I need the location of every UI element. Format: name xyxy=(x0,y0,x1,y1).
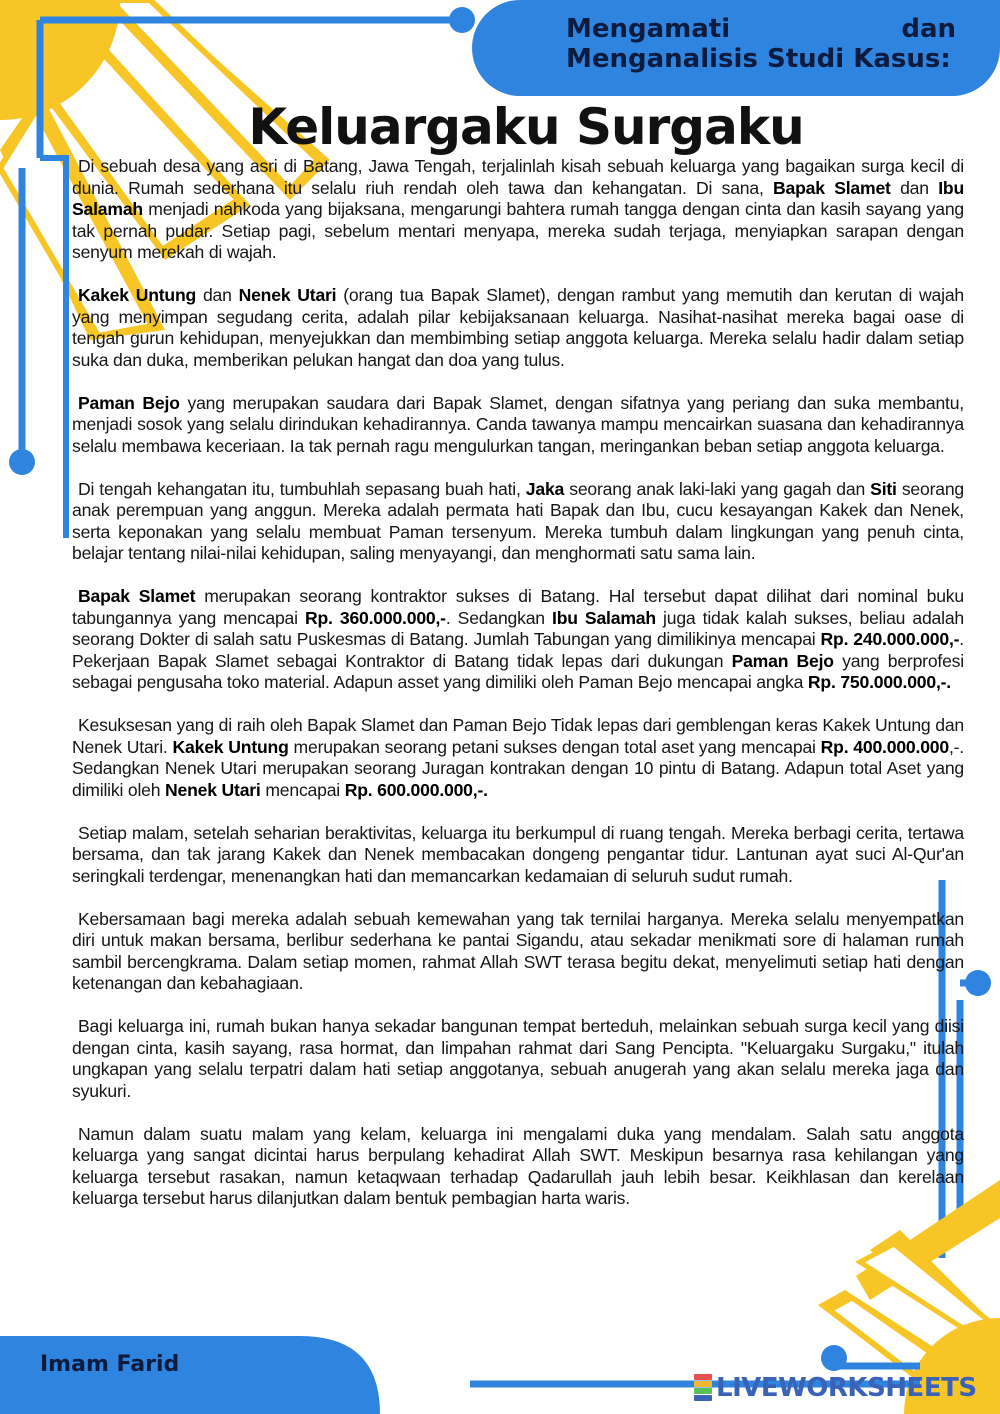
bold-text: Ibu Salamah xyxy=(552,607,656,628)
header-title-word-2: dan xyxy=(901,14,956,44)
text-run: merupakan seorang kontraktor sukses di Batang. Hal tersebut dapat dilihat dari nominal buku tabungannya yang mencapai xyxy=(72,586,964,628)
bold-text: Paman Bejo xyxy=(731,650,834,671)
liveworksheets-brand[interactable] xyxy=(694,1372,977,1404)
text-run: seorang anak perempuan yang anggun. Mereka adalah permata hati Bapak dan Ibu, cucu kesayangan Kakek dan Nenek, serta keponakan yang selalu membuat Paman tersenyum. Mereka tumbuh dalam lingkungan yang penuh cinta, belajar tentang nilai-nilai kehidupan, saling menyayangi, dan menghormati satu sama lain. xyxy=(72,478,964,563)
story-paragraph xyxy=(72,909,964,995)
bold-text: Bapak Slamet xyxy=(78,586,196,606)
bold-text: Rp. 360.000.000,- xyxy=(304,607,446,628)
text-run: yang berprofesi sebagai pengusaha toko material. Adapun asset yang dimiliki oleh Paman Bejo mencapai angka xyxy=(72,650,964,692)
bold-text: Kakek Untung xyxy=(78,285,197,305)
text-run: dan xyxy=(890,177,939,198)
bold-text: Jaka xyxy=(525,478,565,499)
logo-stripe xyxy=(694,1374,712,1380)
bold-text: Rp. 240.000.000,- xyxy=(820,629,960,649)
text-run: Kesuksesan yang di raih oleh Bapak Slamet dan Paman Bejo Tidak lepas dari gemblengan keras Kakek Untung dan Nenek Utari. xyxy=(72,715,964,757)
text-run: (orang tua Bapak Slamet), dengan rambut yang memutih dan kerutan di wajah yang menyimpan segudang cerita, adalah pilar kebijaksanaan keluarga. Nasihat-nasihat mereka bagai oase di tengah gurun kehidupan, menyejukkan dan membimbing setiap anggota keluarga. Mereka selalu hadir dalam setiap suka dan duka, memberikan pelukan hangat dan doa yang tulus. xyxy=(72,285,964,370)
text-run: merupakan seorang petani sukses dengan total aset yang mencapai xyxy=(288,736,821,757)
text-run: mencapai xyxy=(260,779,345,800)
bold-text: Ibu Salamah xyxy=(72,177,964,219)
text-run: menjadi nahkoda yang bijaksana, mengarungi bahtera rumah tangga dengan cinta dan kasih sayang yang tak pernah pudar. Setiap pagi, sebelum mentari menyapa, mereka sudah terjaga, menyiapkan sarapan dengan senyum merekah di wajah. xyxy=(72,199,964,262)
logo-stripe xyxy=(694,1395,712,1401)
header-title-word-1: Mengamati xyxy=(566,14,731,44)
story-paragraph xyxy=(72,823,964,888)
bold-text: Rp. 400.000.000 xyxy=(820,736,949,757)
story-paragraph xyxy=(72,586,964,694)
story-paragraph xyxy=(72,1016,964,1102)
bold-text: Paman Bejo xyxy=(78,392,180,413)
story-paragraph xyxy=(72,156,964,264)
story-paragraph xyxy=(72,715,964,801)
text-run: seorang anak laki-laki yang gagah dan xyxy=(564,478,871,499)
text-run: Kebersamaan bagi mereka adalah sebuah kemewahan yang tak ternilai harganya. Mereka selalu menyempatkan diri untuk makan bersama, berlibur sederhana ke pantai Sigandu, atau sekadar menikmati sore di halaman rumah sambil bercengkrama. Dalam setiap momen, rahmat Allah SWT terasa begitu dekat, menyelimuti setiap hati dengan ketenangan dan kebahagiaan. xyxy=(72,908,964,993)
text-run: dan xyxy=(196,285,239,305)
logo-stripe xyxy=(694,1381,712,1387)
text-run: Di sebuah desa yang asri di Batang, Jawa Tengah, terjalinlah kisah sebuah keluarga yang bagaikan surga kecil di dunia. Rumah sederhana itu selalu riuh rendah oleh tawa dan kehangatan. Di sana, xyxy=(72,156,964,198)
story-content xyxy=(72,156,964,1231)
bold-text: Rp. 600.000.000,-. xyxy=(344,779,488,800)
story-paragraph xyxy=(72,479,964,565)
text-run: juga tidak kalah sukses, beliau adalah seorang Dokter di salah satu Puskesmas di Batang. Jumlah Tabungan yang dimilikinya mencapai xyxy=(72,607,964,649)
text-run: Namun dalam suatu malam yang kelam, keluarga ini mengalami duka yang mendalam. Salah satu anggota keluarga yang sangat dicintai harus berpulang kehadirat Allah SWT. Meskipun besarnya rasa kehilangan yang keluarga tersebut rasakan, namun ketaqwaan terhadap Qadarullah jauh lebih besar. Keikhlasan dan kerelaan keluarga tersebut harus dilanjutkan dalam bentuk pembagian harta waris. xyxy=(72,1123,964,1208)
text-run: yang merupakan saudara dari Bapak Slamet, dengan sifatnya yang periang dan suka membantu, menjadi sosok yang selalu dirindukan kehadirannya. Canda tawanya mampu mencairkan suasana dan kehadirannya selalu membawa keceriaan. Ia tak pernah ragu mengulurkan tangan, meringankan beban setiap anggota keluarga. xyxy=(72,392,964,456)
story-paragraph xyxy=(72,393,964,458)
story-paragraph xyxy=(72,1124,964,1210)
story-paragraph xyxy=(72,285,964,371)
text-run: Di tengah kehangatan itu, tumbuhlah sepasang buah hati, xyxy=(78,478,526,499)
header-title xyxy=(566,14,956,74)
bold-text: Siti xyxy=(870,478,897,499)
bold-text: Kakek Untung xyxy=(172,736,289,757)
text-run: Setiap malam, setelah seharian beraktivitas, keluarga itu berkumpul di ruang tengah. Mereka berbagi cerita, tertawa bersama, dan tak jarang Kakek dan Nenek membacakan dongeng pengantar tidur. Lantunan ayat suci Al-Qur'an seringkali terdengar, menenangkan hati dan memancarkan kedamaian di seluruh sudut rumah. xyxy=(72,822,964,886)
text-run: . Sedangkan xyxy=(445,607,553,628)
bold-text: Bapak Slamet xyxy=(773,177,891,198)
author-name: Imam Farid xyxy=(40,1352,180,1377)
header-title-line-2: Menganalisis Studi Kasus: xyxy=(566,44,951,74)
main-title: Keluargaku Surgaku xyxy=(248,98,804,156)
text-run: ,-. Sedangkan Nenek Utari merupakan seorang Juragan kontrakan dengan 10 pintu di Batang. Adapun total Aset yang dimiliki oleh xyxy=(72,736,964,800)
logo-stripe xyxy=(694,1388,712,1394)
text-run: Bagi keluarga ini, rumah bukan hanya sekadar bangunan tempat berteduh, melainkan sebuah surga kecil yang diisi dengan cinta, kasih sayang, rasa hormat, dan limpahan rahmat dari Sang Pencipta. "Keluargaku Surgaku," itulah ungkapan yang selalu terpatri dalam hati setiap anggotanya, sebuah anugerah yang akan selalu mereka jaga dan syukuri. xyxy=(72,1016,964,1101)
text-run: . Pekerjaan Bapak Slamet sebagai Kontraktor di Batang tidak lepas dari dukungan xyxy=(72,629,964,671)
bold-text: Nenek Utari xyxy=(238,285,337,305)
liveworksheets-logo-icon xyxy=(694,1374,712,1402)
bold-text: Nenek Utari xyxy=(165,779,261,800)
bold-text: Rp. 750.000.000,-. xyxy=(807,672,951,692)
brand-name: LIVEWORKSHEETS xyxy=(716,1373,977,1403)
